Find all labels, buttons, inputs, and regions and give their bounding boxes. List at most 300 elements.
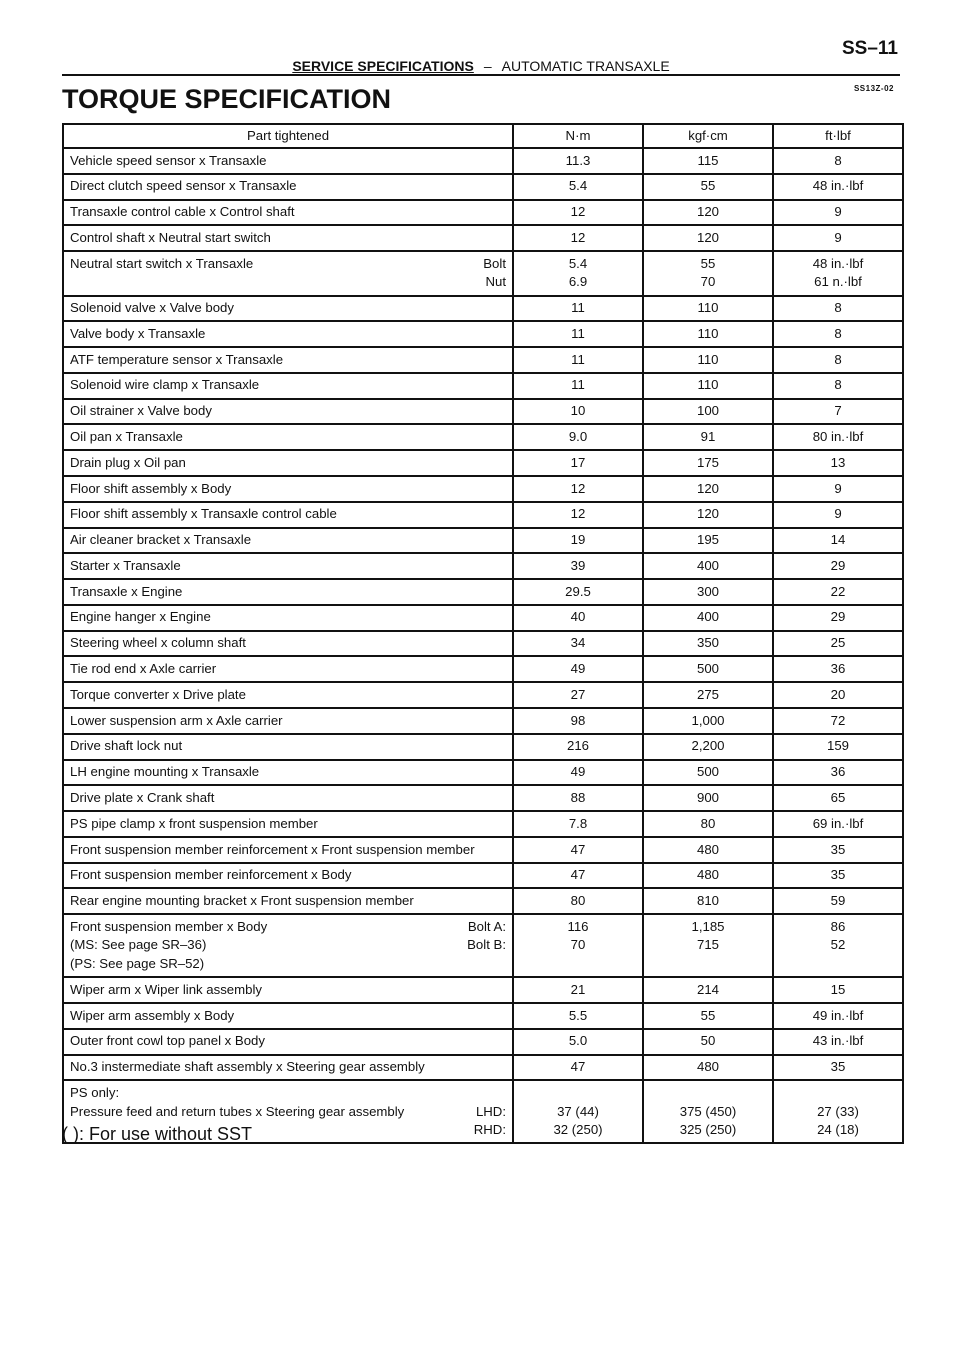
torque-ftlbf-cell xyxy=(773,863,903,889)
part-cell xyxy=(63,528,513,554)
part-cell-content xyxy=(70,177,506,196)
torque-nm-cell xyxy=(513,528,643,554)
torque-ftlbf-cell xyxy=(773,528,903,554)
torque-nm-cell xyxy=(513,914,643,977)
part-name: Steering wheel x column shaft xyxy=(70,635,246,651)
part-name: Front suspension member reinforcement x Front suspension member xyxy=(70,841,475,857)
torque-nm-cell-value: 11 xyxy=(571,300,585,316)
table-row xyxy=(63,656,903,682)
part-cell xyxy=(63,863,513,889)
torque-kgfcm-cell-value: 175 xyxy=(696,454,719,470)
part-name: Front suspension member reinforcement x Body xyxy=(70,867,352,883)
part-cell xyxy=(63,760,513,786)
torque-nm-cell xyxy=(513,811,643,837)
torque-ftlbf-cell-value: 8 xyxy=(834,377,842,393)
torque-nm-cell-value: 47 xyxy=(570,841,586,857)
torque-nm-cell xyxy=(513,631,643,657)
table-row xyxy=(63,553,903,579)
torque-ftlbf-cell-value: 29 xyxy=(830,557,846,573)
column-header-kgfcm: kgf·cm xyxy=(643,124,773,148)
torque-kgfcm-cell-value: 120 xyxy=(696,204,719,220)
torque-ftlbf-cell-value: 13 xyxy=(830,454,846,470)
part-name: Neutral start switch x Transaxle xyxy=(70,255,254,271)
part-name: Oil strainer x Valve body xyxy=(70,403,212,419)
part-cell-content xyxy=(70,1032,506,1051)
torque-kgfcm-cell xyxy=(643,148,773,174)
torque-nm-cell xyxy=(513,200,643,226)
table-row xyxy=(63,734,903,760)
torque-nm-cell xyxy=(513,977,643,1003)
torque-kgfcm-cell-value: 80 xyxy=(700,815,716,831)
part-name: Valve body x Transaxle xyxy=(70,325,206,341)
torque-ftlbf-cell-value: 159 xyxy=(826,738,849,754)
torque-kgfcm-cell-value: 115 xyxy=(697,152,719,168)
table-row xyxy=(63,1055,903,1081)
torque-kgfcm-cell-value: 1,185 715 xyxy=(691,918,725,953)
part-cell-content xyxy=(70,203,506,222)
running-header xyxy=(62,58,900,74)
torque-ftlbf-cell xyxy=(773,424,903,450)
part-name: Lower suspension arm x Axle carrier xyxy=(70,712,283,728)
torque-spec-table xyxy=(62,123,904,1144)
torque-kgfcm-cell-value: 275 xyxy=(696,686,719,702)
table-row xyxy=(63,888,903,914)
part-name: Floor shift assembly x Transaxle control cable xyxy=(70,506,337,522)
table-row xyxy=(63,399,903,425)
table-row xyxy=(63,174,903,200)
torque-nm-cell-value: 7.8 xyxy=(568,815,588,831)
part-cell-content xyxy=(70,255,506,292)
torque-kgfcm-cell xyxy=(643,450,773,476)
torque-ftlbf-cell-value: 22 xyxy=(830,583,846,599)
torque-ftlbf-cell-value: 14 xyxy=(830,532,846,548)
part-cell xyxy=(63,347,513,373)
torque-kgfcm-cell xyxy=(643,888,773,914)
torque-kgfcm-cell xyxy=(643,1055,773,1081)
torque-ftlbf-cell-value: 35 xyxy=(830,867,846,883)
torque-nm-cell-value: 12 xyxy=(570,480,586,496)
part-cell xyxy=(63,174,513,200)
part-name: Solenoid valve x Valve body xyxy=(70,300,234,316)
header-subsection: AUTOMATIC TRANSAXLE xyxy=(501,58,670,74)
torque-kgfcm-cell-value: 480 xyxy=(696,841,719,857)
torque-ftlbf-cell xyxy=(773,760,903,786)
table-row xyxy=(63,200,903,226)
part-cell xyxy=(63,579,513,605)
document-code: SS13Z-02 xyxy=(853,84,894,93)
part-cell xyxy=(63,251,513,295)
torque-kgfcm-cell-value: 2,200 xyxy=(691,738,725,754)
torque-kgfcm-cell xyxy=(643,760,773,786)
torque-ftlbf-cell xyxy=(773,450,903,476)
part-cell xyxy=(63,200,513,226)
torque-kgfcm-cell xyxy=(643,1029,773,1055)
torque-ftlbf-cell-value: 8 xyxy=(834,351,842,367)
torque-nm-cell-value: 216 xyxy=(566,738,589,754)
torque-kgfcm-cell xyxy=(643,424,773,450)
torque-ftlbf-cell xyxy=(773,605,903,631)
part-cell-content xyxy=(70,866,506,885)
part-name: PS only: Pressure feed and return tubes x Steering gear assembly xyxy=(70,1084,405,1119)
part-cell xyxy=(63,734,513,760)
torque-kgfcm-cell xyxy=(643,553,773,579)
part-cell xyxy=(63,321,513,347)
part-name: Wiper arm assembly x Body xyxy=(70,1007,235,1023)
torque-ftlbf-cell xyxy=(773,251,903,295)
part-name: Wiper arm x Wiper link assembly xyxy=(70,981,262,997)
column-header-part: Part tightened xyxy=(63,124,513,148)
part-cell-content xyxy=(70,660,506,679)
part-cell xyxy=(63,708,513,734)
table-row xyxy=(63,450,903,476)
torque-kgfcm-cell-value: 1,000 xyxy=(691,712,725,728)
torque-kgfcm-cell xyxy=(643,863,773,889)
torque-nm-cell-value: 11.3 xyxy=(565,152,591,168)
torque-kgfcm-cell xyxy=(643,682,773,708)
torque-nm-cell-value: 37 (44) 32 (250) xyxy=(553,1103,603,1138)
torque-ftlbf-cell-value: 15 xyxy=(830,981,846,997)
part-cell xyxy=(63,914,513,977)
part-cell-content xyxy=(70,841,506,860)
part-cell xyxy=(63,553,513,579)
torque-ftlbf-cell-value: 48 in.·lbf xyxy=(812,178,864,194)
torque-kgfcm-cell xyxy=(643,200,773,226)
part-cell-content xyxy=(70,480,506,499)
torque-kgfcm-cell xyxy=(643,502,773,528)
torque-ftlbf-cell xyxy=(773,1055,903,1081)
torque-kgfcm-cell-value: 91 xyxy=(700,429,716,444)
torque-kgfcm-cell-value: 214 xyxy=(696,981,719,997)
torque-nm-cell-value: 5.5 xyxy=(568,1007,588,1023)
table-row xyxy=(63,321,903,347)
torque-ftlbf-cell xyxy=(773,914,903,977)
torque-ftlbf-cell-value: 7 xyxy=(834,403,842,419)
torque-nm-cell-value: 29.5 xyxy=(565,583,591,599)
torque-kgfcm-cell-value: 195 xyxy=(696,532,719,548)
torque-nm-cell xyxy=(513,760,643,786)
part-name: Air cleaner bracket x Transaxle xyxy=(70,532,252,548)
torque-ftlbf-cell xyxy=(773,1003,903,1029)
torque-nm-cell xyxy=(513,347,643,373)
torque-ftlbf-cell-value: 9 xyxy=(834,480,842,496)
torque-ftlbf-cell xyxy=(773,682,903,708)
table-row xyxy=(63,977,903,1003)
torque-kgfcm-cell xyxy=(643,373,773,399)
torque-ftlbf-cell xyxy=(773,373,903,399)
column-header-nm: N·m xyxy=(513,124,643,148)
torque-kgfcm-cell-value: 810 xyxy=(696,893,719,909)
torque-nm-cell xyxy=(513,656,643,682)
part-cell xyxy=(63,682,513,708)
torque-ftlbf-cell-value: 8 xyxy=(834,325,842,341)
part-name: Solenoid wire clamp x Transaxle xyxy=(70,377,260,393)
torque-ftlbf-cell xyxy=(773,553,903,579)
torque-nm-cell xyxy=(513,605,643,631)
torque-ftlbf-cell-value: 29 xyxy=(830,609,846,625)
torque-ftlbf-cell xyxy=(773,502,903,528)
torque-kgfcm-cell xyxy=(643,174,773,200)
part-name: Transaxle control cable x Control shaft xyxy=(70,204,295,220)
header-dash: – xyxy=(483,58,492,74)
table-body xyxy=(63,148,903,1143)
table-row xyxy=(63,708,903,734)
torque-nm-cell xyxy=(513,502,643,528)
table-row xyxy=(63,251,903,295)
table-row xyxy=(63,225,903,251)
part-name: Floor shift assembly x Body xyxy=(70,480,232,496)
torque-ftlbf-cell xyxy=(773,656,903,682)
part-name: Transaxle x Engine xyxy=(70,583,183,599)
part-cell xyxy=(63,148,513,174)
table-row xyxy=(63,605,903,631)
torque-nm-cell xyxy=(513,251,643,295)
torque-ftlbf-cell xyxy=(773,347,903,373)
torque-nm-cell xyxy=(513,148,643,174)
torque-nm-cell xyxy=(513,399,643,425)
torque-nm-cell-value: 47 xyxy=(570,867,586,883)
part-cell xyxy=(63,785,513,811)
header-section: SERVICE SPECIFICATIONS xyxy=(292,58,474,74)
torque-ftlbf-cell-value: 8 xyxy=(834,152,842,168)
torque-nm-cell-value: 49 xyxy=(570,661,586,677)
torque-ftlbf-cell xyxy=(773,785,903,811)
torque-nm-cell-value: 9.0 xyxy=(568,429,588,444)
torque-kgfcm-cell-value: 100 xyxy=(696,403,719,419)
part-name: Engine hanger x Engine xyxy=(70,609,211,625)
part-cell xyxy=(63,1055,513,1081)
torque-nm-cell xyxy=(513,174,643,200)
torque-kgfcm-cell xyxy=(643,1003,773,1029)
table-row xyxy=(63,528,903,554)
part-cell-content xyxy=(70,557,506,576)
torque-ftlbf-cell xyxy=(773,225,903,251)
part-cell-content xyxy=(70,789,506,808)
torque-kgfcm-cell xyxy=(643,321,773,347)
torque-ftlbf-cell xyxy=(773,148,903,174)
part-cell-content xyxy=(70,737,506,756)
torque-ftlbf-cell xyxy=(773,888,903,914)
torque-ftlbf-cell-value: 86 52 xyxy=(830,918,846,953)
part-cell xyxy=(63,656,513,682)
part-cell xyxy=(63,424,513,450)
torque-nm-cell-value: 49 xyxy=(570,764,586,780)
torque-kgfcm-cell-value: 480 xyxy=(696,867,719,883)
torque-ftlbf-cell-value: 27 (33) 24 (18) xyxy=(817,1103,859,1138)
part-name: Drain plug x Oil pan xyxy=(70,454,186,470)
torque-ftlbf-cell-value: 9 xyxy=(834,204,842,220)
table-row xyxy=(63,863,903,889)
torque-kgfcm-cell-value: 500 xyxy=(696,661,719,677)
part-cell xyxy=(63,1003,513,1029)
part-cell-content xyxy=(70,454,506,473)
table-row xyxy=(63,631,903,657)
part-cell-content xyxy=(70,299,506,318)
part-cell xyxy=(63,631,513,657)
torque-nm-cell-value: 39 xyxy=(570,557,586,573)
torque-ftlbf-cell xyxy=(773,174,903,200)
part-cell-content xyxy=(70,763,506,782)
part-name: Direct clutch speed sensor x Transaxle xyxy=(70,178,297,194)
torque-nm-cell xyxy=(513,450,643,476)
table-row xyxy=(63,1003,903,1029)
torque-kgfcm-cell-value: 900 xyxy=(696,789,719,805)
part-cell-content xyxy=(70,608,506,627)
torque-kgfcm-cell-value: 55 70 xyxy=(700,255,716,290)
table-header-row xyxy=(63,124,903,148)
page-title: TORQUE SPECIFICATION xyxy=(62,84,392,114)
torque-ftlbf-cell xyxy=(773,200,903,226)
torque-nm-cell xyxy=(513,1003,643,1029)
table-row xyxy=(63,914,903,977)
torque-nm-cell-value: 5.0 xyxy=(568,1033,588,1049)
torque-ftlbf-cell xyxy=(773,631,903,657)
torque-nm-cell xyxy=(513,863,643,889)
torque-nm-cell-value: 5.4 6.9 xyxy=(568,255,588,290)
torque-nm-cell xyxy=(513,837,643,863)
torque-ftlbf-cell-value: 25 xyxy=(830,635,846,651)
part-cell-content xyxy=(70,402,506,421)
torque-kgfcm-cell xyxy=(643,579,773,605)
torque-kgfcm-cell xyxy=(643,347,773,373)
torque-kgfcm-cell xyxy=(643,656,773,682)
torque-kgfcm-cell xyxy=(643,605,773,631)
torque-ftlbf-cell xyxy=(773,811,903,837)
part-name: PS pipe clamp x front suspension member xyxy=(70,815,318,831)
table-row xyxy=(63,1029,903,1055)
table-row xyxy=(63,682,903,708)
torque-ftlbf-cell xyxy=(773,399,903,425)
header-rule xyxy=(62,74,900,76)
part-cell-content xyxy=(70,531,506,550)
torque-nm-cell xyxy=(513,682,643,708)
part-name: Outer front cowl top panel x Body xyxy=(70,1033,265,1049)
part-cell-content xyxy=(70,351,506,370)
torque-nm-cell xyxy=(513,321,643,347)
torque-kgfcm-cell-value: 480 xyxy=(696,1059,719,1075)
torque-kgfcm-cell-value: 375 (450) 325 (250) xyxy=(679,1103,737,1138)
table-row xyxy=(63,424,903,450)
table-row xyxy=(63,837,903,863)
torque-kgfcm-cell xyxy=(643,811,773,837)
torque-nm-cell-value: 27 xyxy=(570,686,586,702)
torque-kgfcm-cell xyxy=(643,225,773,251)
table-row xyxy=(63,785,903,811)
torque-ftlbf-cell-value: 36 xyxy=(830,661,846,677)
torque-kgfcm-cell-value: 120 xyxy=(696,480,719,496)
part-name: Front suspension member x Body (MS: See page SR–36) (PS: See page SR–52) xyxy=(70,918,268,972)
part-cell-content xyxy=(70,634,506,653)
part-cell-content xyxy=(70,1058,506,1077)
part-qualifier: LHD: RHD: xyxy=(473,1103,506,1138)
torque-nm-cell xyxy=(513,553,643,579)
torque-nm-cell-value: 40 xyxy=(570,609,586,625)
torque-nm-cell-value: 80 xyxy=(570,893,586,909)
torque-ftlbf-cell xyxy=(773,321,903,347)
part-cell-content xyxy=(70,686,506,705)
torque-nm-cell-value: 12 xyxy=(570,204,586,220)
part-cell xyxy=(63,1029,513,1055)
torque-nm-cell xyxy=(513,476,643,502)
part-name: Oil pan x Transaxle xyxy=(70,429,183,444)
torque-nm-cell xyxy=(513,296,643,322)
part-cell-content xyxy=(70,981,506,1000)
torque-kgfcm-cell-value: 110 xyxy=(697,377,719,393)
torque-nm-cell-value: 47 xyxy=(570,1059,586,1075)
part-cell xyxy=(63,502,513,528)
torque-kgfcm-cell xyxy=(643,914,773,977)
part-qualifier: Bolt A: Bolt B: xyxy=(467,918,506,953)
part-cell xyxy=(63,837,513,863)
torque-ftlbf-cell xyxy=(773,977,903,1003)
torque-ftlbf-cell xyxy=(773,476,903,502)
torque-kgfcm-cell-value: 110 xyxy=(697,325,719,341)
part-name: Starter x Transaxle xyxy=(70,557,181,573)
table-row xyxy=(63,476,903,502)
torque-kgfcm-cell-value: 500 xyxy=(696,764,719,780)
torque-ftlbf-cell-value: 65 xyxy=(830,789,846,805)
torque-ftlbf-cell xyxy=(773,579,903,605)
part-cell xyxy=(63,225,513,251)
torque-ftlbf-cell-value: 49 in.·lbf xyxy=(812,1007,864,1023)
torque-kgfcm-cell-value: 400 xyxy=(696,609,719,625)
table-row xyxy=(63,347,903,373)
part-name: Torque converter x Drive plate xyxy=(70,686,246,702)
torque-nm-cell-value: 21 xyxy=(570,981,586,997)
torque-kgfcm-cell xyxy=(643,708,773,734)
torque-ftlbf-cell-value: 48 in.·lbf 61 n.·lbf xyxy=(812,255,864,290)
part-cell xyxy=(63,450,513,476)
torque-nm-cell-value: 11 xyxy=(571,351,585,367)
part-cell-content xyxy=(70,229,506,248)
torque-ftlbf-cell xyxy=(773,1029,903,1055)
torque-ftlbf-cell-value: 35 xyxy=(830,1059,846,1075)
part-name: LH engine mounting x Transaxle xyxy=(70,764,260,780)
torque-ftlbf-cell xyxy=(773,837,903,863)
torque-kgfcm-cell-value: 50 xyxy=(700,1033,716,1049)
table-row xyxy=(63,502,903,528)
table-row xyxy=(63,760,903,786)
torque-kgfcm-cell xyxy=(643,631,773,657)
torque-kgfcm-cell xyxy=(643,837,773,863)
table-row xyxy=(63,148,903,174)
part-cell xyxy=(63,811,513,837)
torque-ftlbf-cell xyxy=(773,708,903,734)
torque-ftlbf-cell-value: 35 xyxy=(830,841,846,857)
torque-ftlbf-cell-value: 43 in.·lbf xyxy=(812,1033,864,1049)
torque-nm-cell-value: 11 xyxy=(571,325,585,341)
torque-nm-cell xyxy=(513,579,643,605)
part-cell xyxy=(63,373,513,399)
part-name: Tie rod end x Axle carrier xyxy=(70,661,217,677)
part-cell xyxy=(63,399,513,425)
torque-nm-cell xyxy=(513,888,643,914)
torque-kgfcm-cell-value: 400 xyxy=(696,557,719,573)
part-cell xyxy=(63,977,513,1003)
torque-kgfcm-cell-value: 350 xyxy=(696,635,719,651)
part-cell-content xyxy=(70,918,506,974)
torque-nm-cell xyxy=(513,424,643,450)
torque-nm-cell-value: 98 xyxy=(570,712,586,728)
torque-ftlbf-cell-value: 8 xyxy=(834,300,842,316)
torque-ftlbf-cell-value: 20 xyxy=(830,686,846,702)
part-cell-content xyxy=(70,376,506,395)
torque-nm-cell xyxy=(513,785,643,811)
torque-nm-cell-value: 10 xyxy=(570,403,586,419)
part-cell-content xyxy=(70,505,506,524)
torque-nm-cell-value: 88 xyxy=(570,789,586,805)
torque-nm-cell xyxy=(513,225,643,251)
torque-nm-cell xyxy=(513,1080,643,1143)
